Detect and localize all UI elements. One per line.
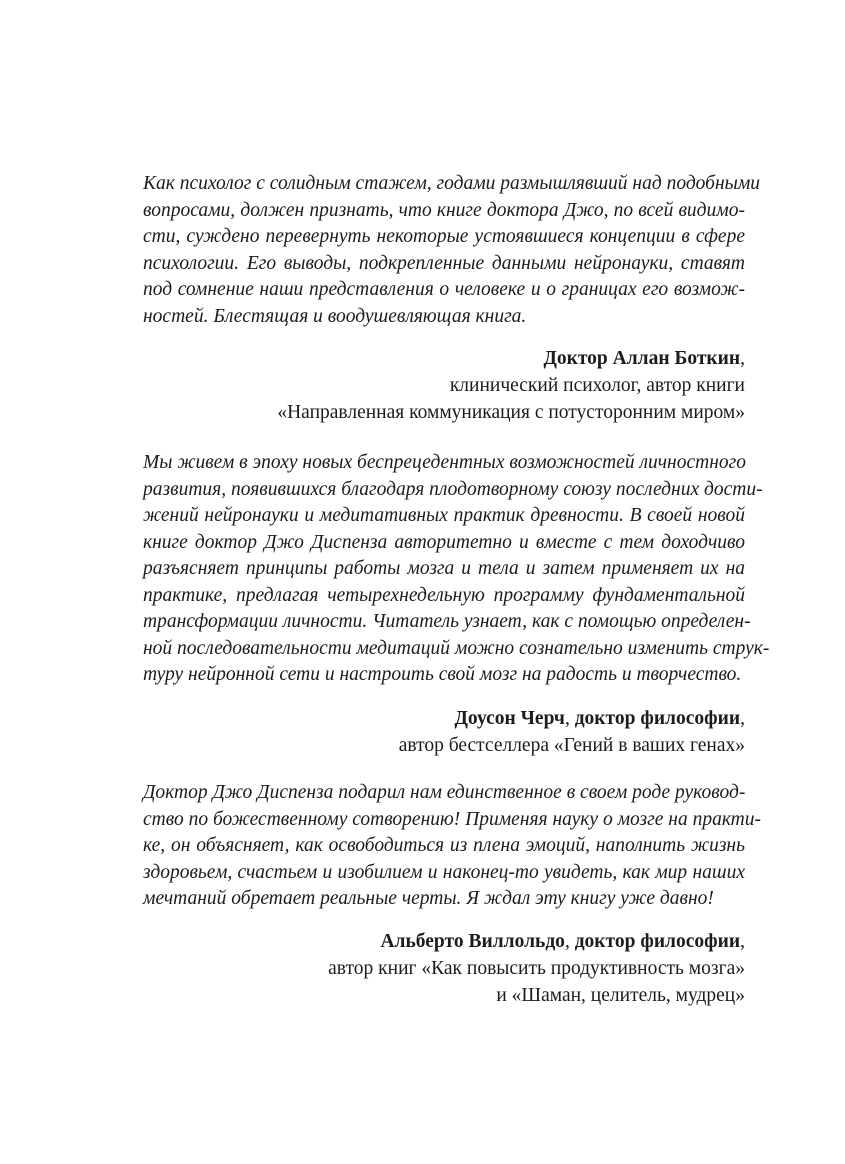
author-description: и «Шаман, целитель, мудрец» [496,985,745,1006]
quote-line: сти, суждено перевернуть некоторые устоявшиеся концепции в сфере [143,226,745,247]
quote-line: психологии. Его выводы, подкрепленные данными нейронауки, ставят [143,252,745,274]
author-description: клинический психолог, автор книги [449,375,745,396]
quote-line: разъясняет принципы работы мозга и тела и затем применяет их на [143,558,745,579]
quote-line: развития, появившихся благодаря плодотворному союзу последних дости- [143,478,763,500]
author-name-suffix: , [740,708,745,729]
quote-line: вопросами, должен признать, что книге доктора Джо, по всей видимо- [143,199,745,221]
author-name: Альберто Виллольдо [380,931,565,952]
author-separator: , [564,931,575,952]
author-name: Доусон Черч [454,708,565,729]
author-description: автор бестселлера «Гений в ваших генах» [398,735,745,756]
quote-line: Как психолог с солидным стажем, годами размышлявший над подобными [143,173,761,194]
author-title: доктор философии [574,931,741,952]
testimonial-quote [143,450,770,689]
testimonial-1-attribution [143,345,745,426]
quote-line: Доктор Джо Диспенза подарил нам единственное в своем роде руковод- [143,782,746,803]
testimonial-quote [143,780,762,913]
author-attribution [143,345,745,426]
quote-line: Мы живем в эпоху новых беспрецедентных возможностей личностного [143,452,746,473]
author-name-suffix: , [740,931,745,952]
author-name-line [143,345,745,372]
quote-line: ностей. Блестящая и воодушевляющая книга. [143,305,527,327]
quote-line: мечтаний обретает реальные черты. Я ждал эту книгу уже давно! [143,888,714,909]
quote-line: жений нейронауки и медитативных практик древности. В своей новой [143,505,745,526]
quote-line: трансформации личности. Читатель узнает, как с помощью определен- [143,611,751,632]
quote-line: практике, предлагая четырехнедельную программу фундаментальной [143,584,745,606]
author-description: автор книг «Как повысить продуктивность мозга» [328,958,745,979]
testimonial-1 [143,171,761,330]
quote-line: здоровьем, счастьем и изобилием и наконец-то увидеть, как мир наших [143,861,745,883]
author-attribution [143,705,745,759]
quote-line: туру нейронной сети и настроить свой мозг на радость и творчество. [143,664,742,685]
quote-line: ке, он объясняет, как освободиться из плена эмоций, наполнить жизнь [143,835,745,856]
quote-line: ной последовательности медитаций можно сознательно изменить струк- [143,637,770,659]
testimonial-2-attribution [143,705,745,759]
quote-line: ство по божественному сотворению! Применяя науку о мозге на практи- [143,808,762,830]
testimonial-2 [143,450,770,689]
author-name: Доктор Аллан Боткин [543,348,741,369]
author-description: «Направленная коммуникация с потусторонним миром» [277,402,745,423]
author-name-suffix: , [740,348,745,369]
quote-line: книге доктор Джо Диспенза авторитетно и вместе с тем доходчиво [143,531,745,553]
author-separator: , [564,708,575,729]
author-attribution [143,928,745,1009]
author-name-line [143,705,745,732]
author-title: доктор философии [574,708,741,729]
testimonial-3 [143,780,762,913]
testimonial-quote [143,171,761,330]
testimonial-3-attribution [143,928,745,1009]
author-name-line [143,928,745,955]
quote-line: под сомнение наши представления о человеке и о границах его возмож- [143,279,745,300]
